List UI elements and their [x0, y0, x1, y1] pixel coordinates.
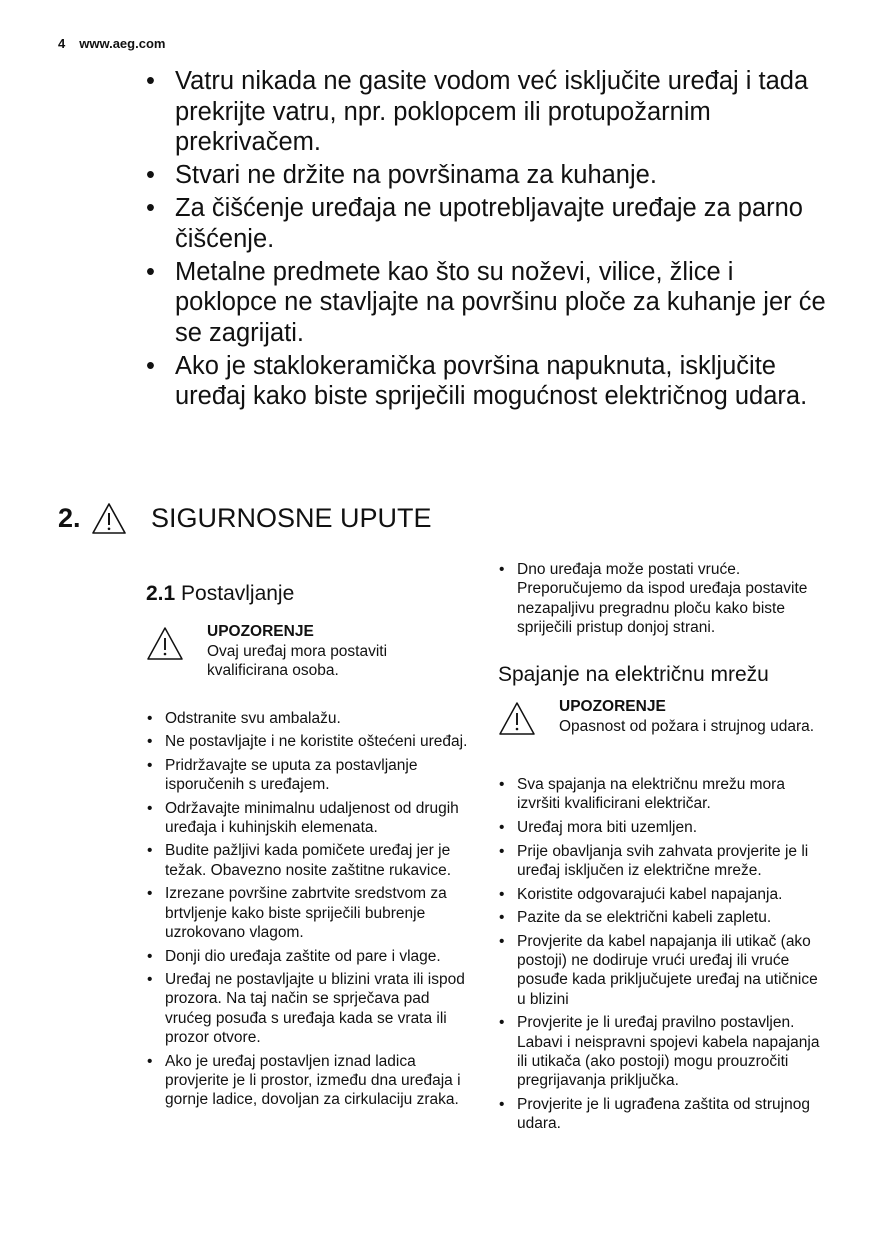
- subsection-heading: [146, 580, 471, 608]
- warning-box: [146, 622, 471, 681]
- right-column: [498, 560, 828, 1138]
- list-item: • Koristite odgovarajući kabel napajanja.: [498, 885, 828, 904]
- section-heading: [58, 500, 818, 540]
- list-item: • Sva spajanja na električnu mrežu mora izvršiti kvalificirani električar.: [498, 775, 828, 814]
- page-number: 4: [58, 36, 66, 51]
- left-column: [146, 580, 471, 1114]
- list-item: • Za čišćenje uređaja ne upotrebljavajte uređaje za parno čišćenje.: [146, 193, 836, 254]
- list-item: • Održavajte minimalnu udaljenost od drugih uređaja i kuhinjskih elemenata.: [146, 799, 471, 838]
- list-item: • Ako je staklokeramička površina napuknuta, isključite uređaj kako biste spriječili mogućnost električnog udara.: [146, 351, 836, 412]
- subsection-title: Postavljanje: [181, 582, 295, 605]
- list-item: • Vatru nikada ne gasite vodom već isključite uređaj i tada prekrijte vatru, npr. poklopcem ili protupožarnim prekrivačem.: [146, 66, 836, 158]
- list-item: • Provjerite da kabel napajanja ili utikač (ako postoji) ne dodiruje vrući uređaj ili vruće posuđe kada priključujete uređaj na utičnice u blizini: [498, 932, 828, 1009]
- list-item: • Pridržavajte se uputa za postavljanje isporučenih s uređajem.: [146, 756, 471, 795]
- list-item: • Izrezane površine zabrtvite sredstvom za brtvljenje kako biste spriječili bubrenje uzrokovano vlagom.: [146, 884, 471, 942]
- list-item: • Pazite da se električni kabeli zapletu.: [498, 908, 828, 927]
- list-item: • Stvari ne držite na površinama za kuhanje.: [146, 160, 836, 191]
- section-title: SIGURNOSNE UPUTE: [151, 503, 432, 533]
- electrical-list: [498, 775, 828, 1133]
- page-header: [58, 36, 165, 51]
- list-item: • Provjerite je li uređaj pravilno postavljen. Labavi i neispravni spojevi kabela napajanja ili utikača (ako postoji) mogu prouzročiti pregrijavanja priključka.: [498, 1013, 828, 1090]
- list-item: • Prije obavljanja svih zahvata provjerite je li uređaj isključen iz električne mreže.: [498, 842, 828, 881]
- warning-text: Opasnost od požara i strujnog udara.: [559, 717, 815, 735]
- subsection-number: 2.1: [146, 582, 176, 605]
- section-number: 2.: [58, 503, 81, 533]
- list-item: • Ako je uređaj postavljen iznad ladica provjerite je li prostor, između dna uređaja i gornje ladice, dovoljan za cirkulaciju zraka.: [146, 1052, 471, 1110]
- warning-title: UPOZORENJE: [559, 698, 666, 716]
- list-item: • Odstranite svu ambalažu.: [146, 709, 471, 728]
- list-item: • Dno uređaja može postati vruće. Preporučujemo da ispod uređaja postavite nezapaljivu pregradnu ploču kako biste spriječili pristup donjoj strani.: [498, 560, 828, 637]
- installation-list-continued: [498, 560, 828, 637]
- warning-title: UPOZORENJE: [207, 623, 314, 640]
- list-item: • Ne postavljajte i ne koristite oštećeni uređaj.: [146, 732, 471, 751]
- warning-box: [498, 697, 828, 747]
- warning-text: Ovaj uređaj mora postaviti kvalificirana osoba.: [207, 642, 388, 679]
- site-url: www.aeg.com: [79, 36, 166, 51]
- warning-triangle-icon: [498, 701, 536, 742]
- electrical-heading: Spajanje na električnu mrežu: [498, 663, 769, 687]
- list-item: • Uređaj ne postavljajte u blizini vrata ili ispod prozora. Na taj način se sprječava pad vrućeg posuđa s uređaja kada se vrata ili prozor otvore.: [146, 970, 471, 1047]
- safety-bullet-list: [146, 66, 836, 414]
- list-item: • Provjerite je li ugrađena zaštita od strujnog udara.: [498, 1095, 828, 1134]
- list-item: • Uređaj mora biti uzemljen.: [498, 818, 828, 837]
- warning-triangle-icon: [91, 502, 127, 541]
- list-item: • Budite pažljivi kada pomičete uređaj jer je težak. Obavezno nosite zaštitne rukavice.: [146, 841, 471, 880]
- warning-triangle-icon: [146, 626, 184, 667]
- list-item: • Donji dio uređaja zaštite od pare i vlage.: [146, 947, 471, 966]
- list-item: • Metalne predmete kao što su noževi, vilice, žlice i poklopce ne stavljajte na površinu ploče za kuhanje jer će se zagrijati.: [146, 257, 836, 349]
- installation-list: [146, 709, 471, 1110]
